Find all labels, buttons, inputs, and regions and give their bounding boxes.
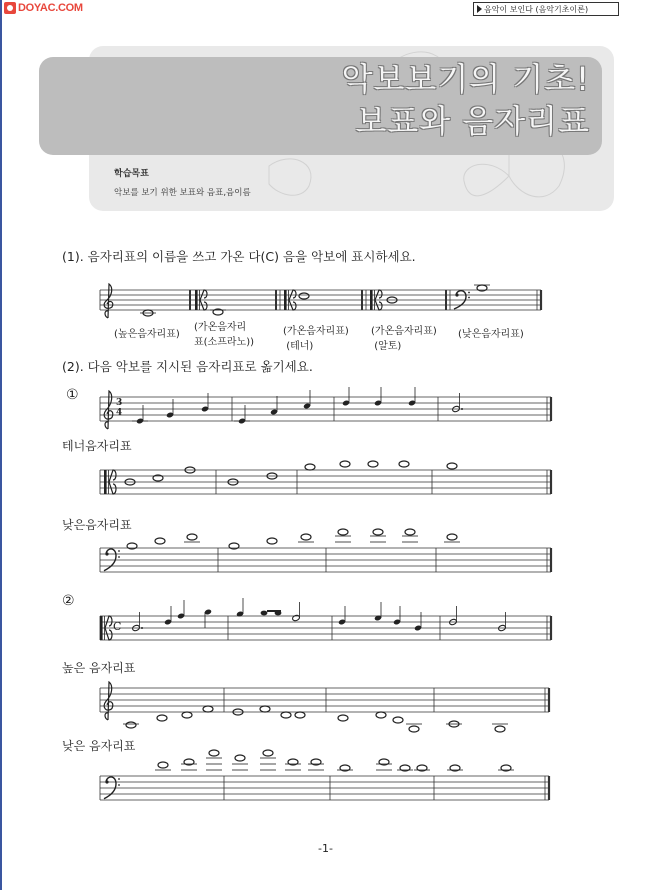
whole-note [405, 529, 415, 535]
tenor-clef-icon [284, 290, 287, 310]
whole-note [305, 464, 315, 470]
whole-note [157, 715, 167, 721]
bass-clef-dot [468, 292, 470, 294]
time-signature-top: 3 [116, 398, 123, 408]
whole-note [187, 534, 197, 540]
whole-note [340, 461, 350, 467]
dot [141, 627, 143, 629]
whole-note [158, 762, 168, 768]
page-number: -1- [318, 842, 333, 855]
whole-note [338, 529, 348, 535]
objective-label: 학습목표 [114, 169, 149, 179]
logo-text: DOYAC.COM [18, 2, 83, 14]
bass-clef-dot [105, 552, 108, 555]
bass-clef-dot [118, 784, 120, 786]
soprano-clef-icon [195, 290, 198, 310]
alto-clef-icon [100, 616, 103, 640]
whole-note [295, 712, 305, 718]
whole-note [409, 726, 419, 732]
dot [461, 408, 463, 410]
whole-note [393, 717, 403, 723]
whole-note [447, 534, 457, 540]
bass-clef-dot [118, 550, 120, 552]
whole-note [182, 712, 192, 718]
whole-note [260, 706, 270, 712]
label-treble-clef: 높은 음자리표 [62, 661, 136, 675]
whole-note [447, 463, 457, 469]
bass-clef-dot [468, 297, 470, 299]
question-1: (1). 음자리표의 이름을 쓰고 가온 다(C) 음을 악보에 표시하세요. [62, 249, 416, 264]
whole-note [495, 726, 505, 732]
exercise-2-marker: ② [62, 593, 75, 609]
label-tenor-clef: 테너음자리표 [62, 439, 132, 453]
whole-note [126, 722, 136, 728]
objective-text: 악보를 보기 위한 보표와 음표,음이름 [114, 188, 251, 198]
bass-clef-dot [455, 293, 458, 296]
clef-answer-5: (낮은음자리표) [458, 329, 524, 340]
alto-clef-icon [370, 290, 373, 310]
half-note [292, 614, 300, 621]
clef-answer-1: (높은음자리표) [114, 329, 180, 340]
bass-clef-dot [118, 556, 120, 558]
whole-note [235, 755, 245, 761]
tenor-clef-icon [104, 470, 107, 494]
bass-clef-dot [105, 780, 108, 783]
whole-note [203, 706, 213, 712]
title-line-2: 보표와 음자리표 [355, 102, 590, 140]
whole-note [373, 529, 383, 535]
label-bass-clef-1: 낮은음자리표 [62, 518, 132, 532]
whole-note [376, 712, 386, 718]
whole-note [155, 538, 165, 544]
whole-note [301, 534, 311, 540]
time-signature-bottom: 4 [116, 408, 123, 418]
label-bass-clef-2: 낮은 음자리표 [62, 739, 136, 753]
title-line-1: 악보보기의 기초! [341, 60, 590, 98]
treble-clef-icon [104, 284, 113, 318]
bass-clef-dot [118, 778, 120, 780]
whole-note [368, 461, 378, 467]
clef-answer-4: (가온음자리표) (알토) [371, 326, 437, 352]
eighth-note [261, 611, 268, 616]
whole-note [263, 750, 273, 756]
clef-answer-3: (가온음자리표) (테너) [283, 326, 349, 352]
exercise-1-marker: ① [66, 387, 79, 403]
course-tag-text: 음악이 보인다 (음악기초이론) [484, 5, 589, 14]
clef-answer-2: (가온음자리 표(소프라노)) [194, 322, 255, 348]
whole-note [267, 538, 277, 544]
question-2: (2). 다음 악보를 지시된 음자리표로 옮기세요. [62, 359, 313, 374]
whole-note [399, 461, 409, 467]
common-time-symbol: C [113, 620, 122, 633]
whole-note [281, 712, 291, 718]
whole-note [338, 715, 348, 721]
whole-note [299, 293, 309, 299]
whole-note [209, 750, 219, 756]
